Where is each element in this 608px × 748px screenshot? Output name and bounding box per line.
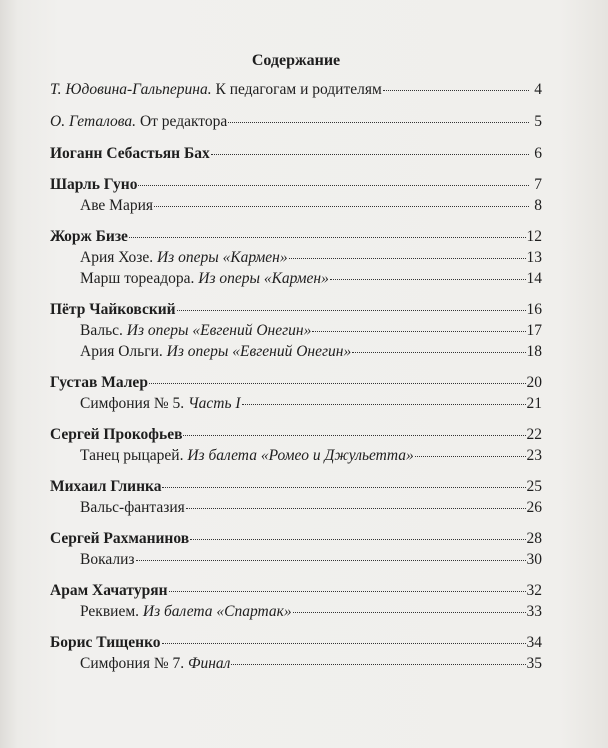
composer-name: Сергей Прокофьев [50, 426, 183, 443]
work-title: Симфония № 7. [80, 655, 188, 672]
page-number: 35 [526, 655, 542, 672]
page-number: 8 [534, 197, 542, 214]
page-number: 6 [534, 145, 542, 162]
dot-leader [231, 664, 525, 665]
entry-text [80, 447, 414, 465]
dot-leader [136, 560, 526, 561]
toc-work-entry [50, 655, 542, 673]
dot-leader [228, 122, 529, 123]
toc-work-entry [50, 499, 542, 517]
dot-leader [190, 539, 525, 540]
dot-leader [138, 185, 529, 186]
page-number: 25 [526, 478, 542, 495]
page-number: 4 [534, 81, 542, 98]
toc-composer-entry [50, 530, 542, 548]
toc-preface-entry [50, 81, 542, 99]
page-number: 30 [526, 551, 542, 568]
entry-text [50, 113, 227, 131]
toc-composer-entry [50, 426, 542, 444]
page-number: 14 [526, 270, 542, 287]
contents-title: Содержание [251, 52, 341, 69]
page-number: 5 [534, 113, 542, 130]
entry-text [80, 249, 288, 267]
page-number: 7 [534, 176, 542, 193]
toc-work-entry [50, 395, 542, 413]
entry-title: От редактора [136, 113, 228, 130]
toc-work-entry [50, 551, 542, 569]
dot-leader [169, 591, 526, 592]
dot-leader [330, 279, 526, 280]
composer-name: Борис Тищенко [50, 634, 161, 651]
dot-leader [242, 404, 526, 405]
dot-leader [177, 310, 526, 311]
toc-composer-entry [50, 228, 542, 246]
work-title: Ария Хозе. [80, 249, 157, 266]
work-title: Реквием. [80, 603, 143, 620]
toc-work-entry [50, 343, 542, 361]
entry-text [80, 343, 351, 361]
toc-preface-entry [50, 113, 542, 131]
toc-composer-entry [50, 176, 542, 194]
composer-name: Жорж Бизе [50, 228, 128, 245]
page-number: 23 [526, 447, 542, 464]
dot-leader [352, 352, 525, 353]
composer-name: Иоганн Себастьян Бах [50, 145, 210, 162]
page-number: 18 [526, 343, 542, 360]
dot-leader [293, 612, 526, 613]
dot-leader [415, 456, 526, 457]
toc-work-entry [50, 270, 542, 288]
entry-text [80, 322, 311, 340]
dot-leader [162, 487, 525, 488]
dot-leader [183, 435, 525, 436]
dot-leader [312, 331, 525, 332]
work-source: Часть I [188, 395, 241, 412]
entry-author: О. Геталова. [50, 113, 137, 130]
work-source: Из балета «Спартак» [142, 603, 292, 620]
entry-text [80, 603, 292, 621]
composer-name: Пётр Чайковский [50, 301, 176, 318]
table-of-contents [50, 52, 542, 673]
entry-author: Т. Юдовина-Гальперина. [50, 81, 212, 98]
toc-composer-entry [50, 374, 542, 392]
toc-work-entry [50, 447, 542, 465]
composer-name: Михаил Глинка [50, 478, 162, 495]
entry-text [80, 655, 230, 673]
composer-name: Густав Малер [50, 374, 148, 391]
page-number: 26 [526, 499, 542, 516]
dot-leader [129, 237, 526, 238]
work-source: Из оперы «Кармен» [198, 270, 329, 287]
work-title: Аве Мария [80, 197, 154, 214]
entry-text [50, 81, 382, 99]
page-number: 28 [526, 530, 542, 547]
work-title: Симфония № 5. [80, 395, 188, 412]
page-number: 32 [526, 582, 542, 599]
entry-text [80, 499, 185, 517]
toc-composer-entry [50, 145, 542, 163]
work-source: Из оперы «Кармен» [156, 249, 288, 266]
work-title: Вальс. [80, 322, 127, 339]
composer-name: Шарль Гуно [50, 176, 138, 193]
dot-leader [186, 508, 526, 509]
dot-leader [149, 383, 526, 384]
work-source: Из оперы «Евгений Онегин» [126, 322, 312, 339]
composer-name: Сергей Рахманинов [50, 530, 190, 547]
composer-name: Арам Хачатурян [50, 582, 168, 599]
work-title: Вокализ [80, 551, 135, 568]
toc-body [50, 81, 542, 673]
toc-composer-entry [50, 478, 542, 496]
toc-work-entry [50, 249, 542, 267]
work-source: Финал [188, 655, 231, 672]
page-number: 20 [526, 374, 542, 391]
page-number: 16 [526, 301, 542, 318]
work-title: Танец рыцарей. [80, 447, 188, 464]
entry-text [80, 551, 135, 569]
toc-work-entry [50, 197, 542, 215]
toc-composer-entry [50, 582, 542, 600]
dot-leader [154, 206, 529, 207]
entry-text [80, 270, 329, 288]
page-number: 33 [526, 603, 542, 620]
entry-text [80, 395, 241, 413]
entry-text [80, 197, 153, 215]
page-number: 13 [526, 249, 542, 266]
dot-leader [383, 90, 529, 91]
toc-work-entry [50, 322, 542, 340]
work-title: Ария Ольги. [80, 343, 167, 360]
toc-composer-entry [50, 634, 542, 652]
work-source: Из оперы «Евгений Онегин» [166, 343, 352, 360]
page-number: 12 [526, 228, 542, 245]
page-number: 17 [526, 322, 542, 339]
page-number: 34 [526, 634, 542, 651]
work-title: Вальс-фантазия [80, 499, 185, 516]
toc-composer-entry [50, 301, 542, 319]
page-number: 22 [526, 426, 542, 443]
page-number: 21 [526, 395, 542, 412]
dot-leader [162, 643, 526, 644]
work-title: Марш тореадора. [80, 270, 199, 287]
entry-title: К педагогам и родителям [211, 81, 382, 98]
toc-work-entry [50, 603, 542, 621]
dot-leader [211, 154, 529, 155]
dot-leader [289, 258, 526, 259]
work-source: Из балета «Ромео и Джульетта» [187, 447, 414, 464]
